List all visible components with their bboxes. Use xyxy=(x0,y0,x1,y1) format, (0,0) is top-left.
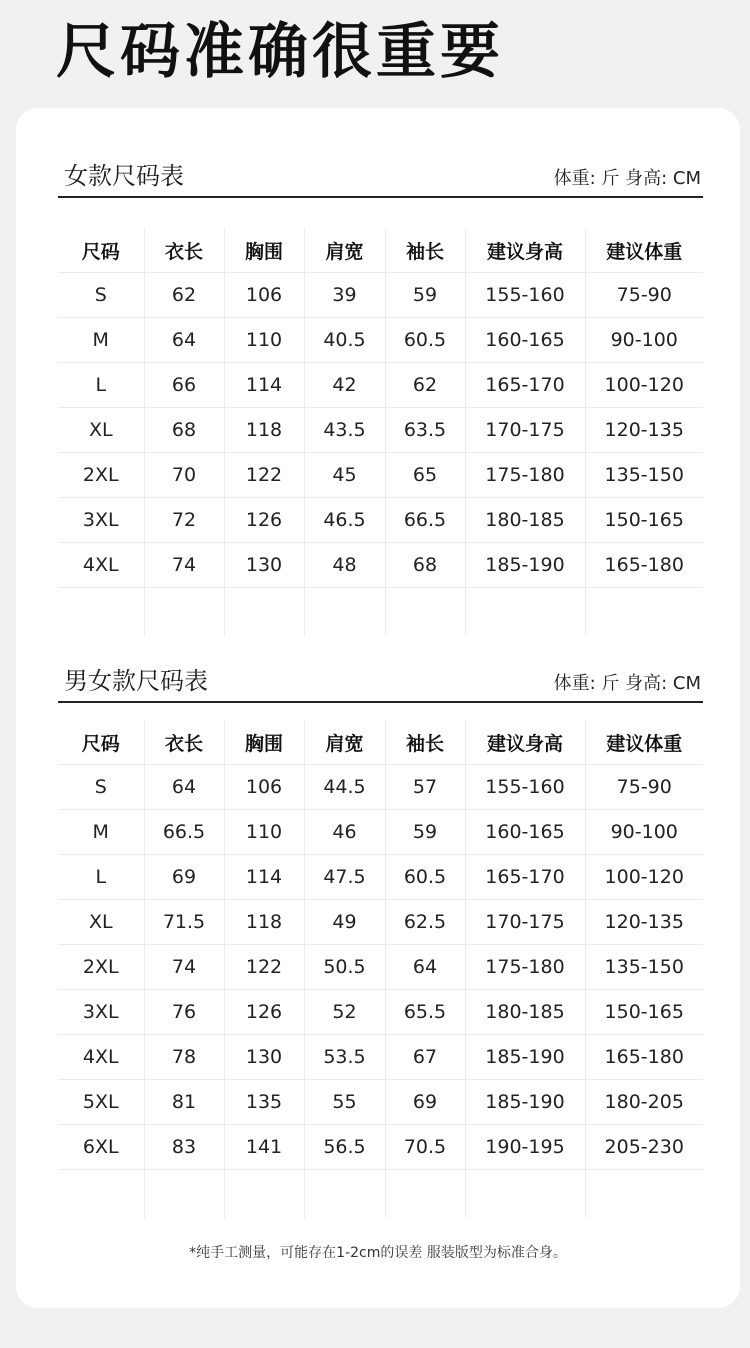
section-title: 女款尺码表 xyxy=(64,162,184,190)
table-cell: 74 xyxy=(144,945,224,990)
table-cell: M xyxy=(58,810,144,855)
table-cell: 44.5 xyxy=(304,765,385,810)
table-cell: 185-190 xyxy=(465,543,585,588)
unit-note: 体重: 斤 身高: CM xyxy=(553,168,701,189)
table-cell: 71.5 xyxy=(144,900,224,945)
header-chest: 胸围 xyxy=(224,228,304,273)
table-cell: 47.5 xyxy=(304,855,385,900)
table-cell: 78 xyxy=(144,1035,224,1080)
table-cell: XL xyxy=(58,900,144,945)
table-cell: 43.5 xyxy=(304,408,385,453)
table-cell: 175-180 xyxy=(465,945,585,990)
table-cell: 114 xyxy=(224,363,304,408)
table-blank-row xyxy=(58,1170,703,1219)
table-cell: 64 xyxy=(385,945,465,990)
table-cell: L xyxy=(58,363,144,408)
table-cell: 118 xyxy=(224,408,304,453)
table-cell: 83 xyxy=(144,1125,224,1170)
section-header xyxy=(58,150,703,198)
table-cell: 75-90 xyxy=(585,273,703,318)
table-cell: 70 xyxy=(144,453,224,498)
table-cell: 165-170 xyxy=(465,855,585,900)
table-cell: 110 xyxy=(224,318,304,363)
table-cell: 65 xyxy=(385,453,465,498)
table-row xyxy=(58,543,703,588)
table-cell: 72 xyxy=(144,498,224,543)
measurement-footnote: *纯手工测量，可能存在1-2cm的误差 服装版型为标准合身。 xyxy=(189,1245,567,1261)
table-cell: 46.5 xyxy=(304,498,385,543)
table-cell: 122 xyxy=(224,453,304,498)
header-shoulder: 肩宽 xyxy=(304,228,385,273)
table-row xyxy=(58,318,703,363)
table-cell: 56.5 xyxy=(304,1125,385,1170)
table-cell: 53.5 xyxy=(304,1035,385,1080)
table-cell: 5XL xyxy=(58,1080,144,1125)
table-cell: 190-195 xyxy=(465,1125,585,1170)
table-cell: 118 xyxy=(224,900,304,945)
table-cell: 165-180 xyxy=(585,543,703,588)
table-cell: 170-175 xyxy=(465,900,585,945)
table-cell: 110 xyxy=(224,810,304,855)
table-cell: 6XL xyxy=(58,1125,144,1170)
women-size-section xyxy=(58,150,703,576)
table-cell: 3XL xyxy=(58,990,144,1035)
table-cell: 60.5 xyxy=(385,855,465,900)
table-cell: 67 xyxy=(385,1035,465,1080)
header-height: 建议身高 xyxy=(465,720,585,765)
table-cell: 2XL xyxy=(58,945,144,990)
table-cell: 160-165 xyxy=(465,810,585,855)
table-cell: 69 xyxy=(385,1080,465,1125)
table-cell: 39 xyxy=(304,273,385,318)
table-cell: 170-175 xyxy=(465,408,585,453)
unit-note: 体重: 斤 身高: CM xyxy=(553,673,701,694)
table-cell: 150-165 xyxy=(585,990,703,1035)
table-cell: 69 xyxy=(144,855,224,900)
table-cell: 165-170 xyxy=(465,363,585,408)
table-cell: 49 xyxy=(304,900,385,945)
table-cell: 122 xyxy=(224,945,304,990)
table-row xyxy=(58,408,703,453)
table-cell: 120-135 xyxy=(585,900,703,945)
table-header-row xyxy=(58,720,703,765)
table-cell: 155-160 xyxy=(465,273,585,318)
table-cell: 62.5 xyxy=(385,900,465,945)
table-cell: 55 xyxy=(304,1080,385,1125)
table-cell: 4XL xyxy=(58,1035,144,1080)
table-blank-row xyxy=(58,588,703,637)
table-row xyxy=(58,900,703,945)
table-cell: 180-205 xyxy=(585,1080,703,1125)
table-cell: 62 xyxy=(385,363,465,408)
table-cell: 59 xyxy=(385,810,465,855)
table-cell: L xyxy=(58,855,144,900)
table-cell: S xyxy=(58,273,144,318)
table-cell: 180-185 xyxy=(465,498,585,543)
table-cell: 141 xyxy=(224,1125,304,1170)
table-cell: 66.5 xyxy=(385,498,465,543)
header-size: 尺码 xyxy=(58,720,144,765)
table-cell: 40.5 xyxy=(304,318,385,363)
table-cell: 68 xyxy=(385,543,465,588)
table-row xyxy=(58,273,703,318)
table-cell: S xyxy=(58,765,144,810)
table-cell: 81 xyxy=(144,1080,224,1125)
table-cell: 135-150 xyxy=(585,945,703,990)
table-cell: 65.5 xyxy=(385,990,465,1035)
unisex-size-section xyxy=(58,655,703,1158)
table-cell: 106 xyxy=(224,273,304,318)
table-cell: M xyxy=(58,318,144,363)
header-height: 建议身高 xyxy=(465,228,585,273)
table-cell: 90-100 xyxy=(585,318,703,363)
table-cell: 64 xyxy=(144,318,224,363)
table-row xyxy=(58,363,703,408)
table-cell: 205-230 xyxy=(585,1125,703,1170)
unisex-size-table xyxy=(58,720,703,1218)
header-size: 尺码 xyxy=(58,228,144,273)
table-row xyxy=(58,1080,703,1125)
header-length: 衣长 xyxy=(144,228,224,273)
table-cell: 75-90 xyxy=(585,765,703,810)
table-header-row xyxy=(58,228,703,273)
table-cell: 90-100 xyxy=(585,810,703,855)
table-cell: 135 xyxy=(224,1080,304,1125)
table-cell: 160-165 xyxy=(465,318,585,363)
table-cell: 114 xyxy=(224,855,304,900)
table-cell: 126 xyxy=(224,498,304,543)
table-cell: 165-180 xyxy=(585,1035,703,1080)
table-cell: 4XL xyxy=(58,543,144,588)
table-row xyxy=(58,855,703,900)
table-cell: 46 xyxy=(304,810,385,855)
table-cell: 2XL xyxy=(58,453,144,498)
table-cell: 150-165 xyxy=(585,498,703,543)
table-cell: 130 xyxy=(224,543,304,588)
table-cell: 185-190 xyxy=(465,1080,585,1125)
header-weight: 建议体重 xyxy=(585,228,703,273)
table-cell: 68 xyxy=(144,408,224,453)
table-cell: 100-120 xyxy=(585,363,703,408)
table-row xyxy=(58,945,703,990)
table-cell: 64 xyxy=(144,765,224,810)
section-title: 男女款尺码表 xyxy=(64,667,208,695)
header-shoulder: 肩宽 xyxy=(304,720,385,765)
table-cell: 185-190 xyxy=(465,1035,585,1080)
table-cell: 45 xyxy=(304,453,385,498)
table-cell: 74 xyxy=(144,543,224,588)
table-cell: 63.5 xyxy=(385,408,465,453)
table-cell: 175-180 xyxy=(465,453,585,498)
table-row xyxy=(58,498,703,543)
table-cell: 66.5 xyxy=(144,810,224,855)
table-row xyxy=(58,453,703,498)
table-cell: 126 xyxy=(224,990,304,1035)
table-cell: 60.5 xyxy=(385,318,465,363)
header-sleeve: 袖长 xyxy=(385,228,465,273)
table-cell: 100-120 xyxy=(585,855,703,900)
table-cell: 135-150 xyxy=(585,453,703,498)
table-row xyxy=(58,990,703,1035)
table-cell: 70.5 xyxy=(385,1125,465,1170)
table-row xyxy=(58,1125,703,1170)
table-cell: 52 xyxy=(304,990,385,1035)
section-header xyxy=(58,655,703,703)
size-chart-card xyxy=(16,108,740,1308)
header-length: 衣长 xyxy=(144,720,224,765)
table-cell: 120-135 xyxy=(585,408,703,453)
header-chest: 胸围 xyxy=(224,720,304,765)
table-row xyxy=(58,810,703,855)
table-cell: 155-160 xyxy=(465,765,585,810)
header-sleeve: 袖长 xyxy=(385,720,465,765)
table-cell: 180-185 xyxy=(465,990,585,1035)
table-cell: 130 xyxy=(224,1035,304,1080)
table-cell: 106 xyxy=(224,765,304,810)
women-size-table xyxy=(58,228,703,636)
table-cell: 59 xyxy=(385,273,465,318)
table-cell: 62 xyxy=(144,273,224,318)
table-cell: 48 xyxy=(304,543,385,588)
table-row xyxy=(58,765,703,810)
header-weight: 建议体重 xyxy=(585,720,703,765)
table-cell: XL xyxy=(58,408,144,453)
table-cell: 50.5 xyxy=(304,945,385,990)
page-title: 尺码准确很重要 xyxy=(56,17,504,87)
table-cell: 42 xyxy=(304,363,385,408)
table-cell: 3XL xyxy=(58,498,144,543)
table-cell: 66 xyxy=(144,363,224,408)
table-cell: 57 xyxy=(385,765,465,810)
table-row xyxy=(58,1035,703,1080)
table-cell: 76 xyxy=(144,990,224,1035)
